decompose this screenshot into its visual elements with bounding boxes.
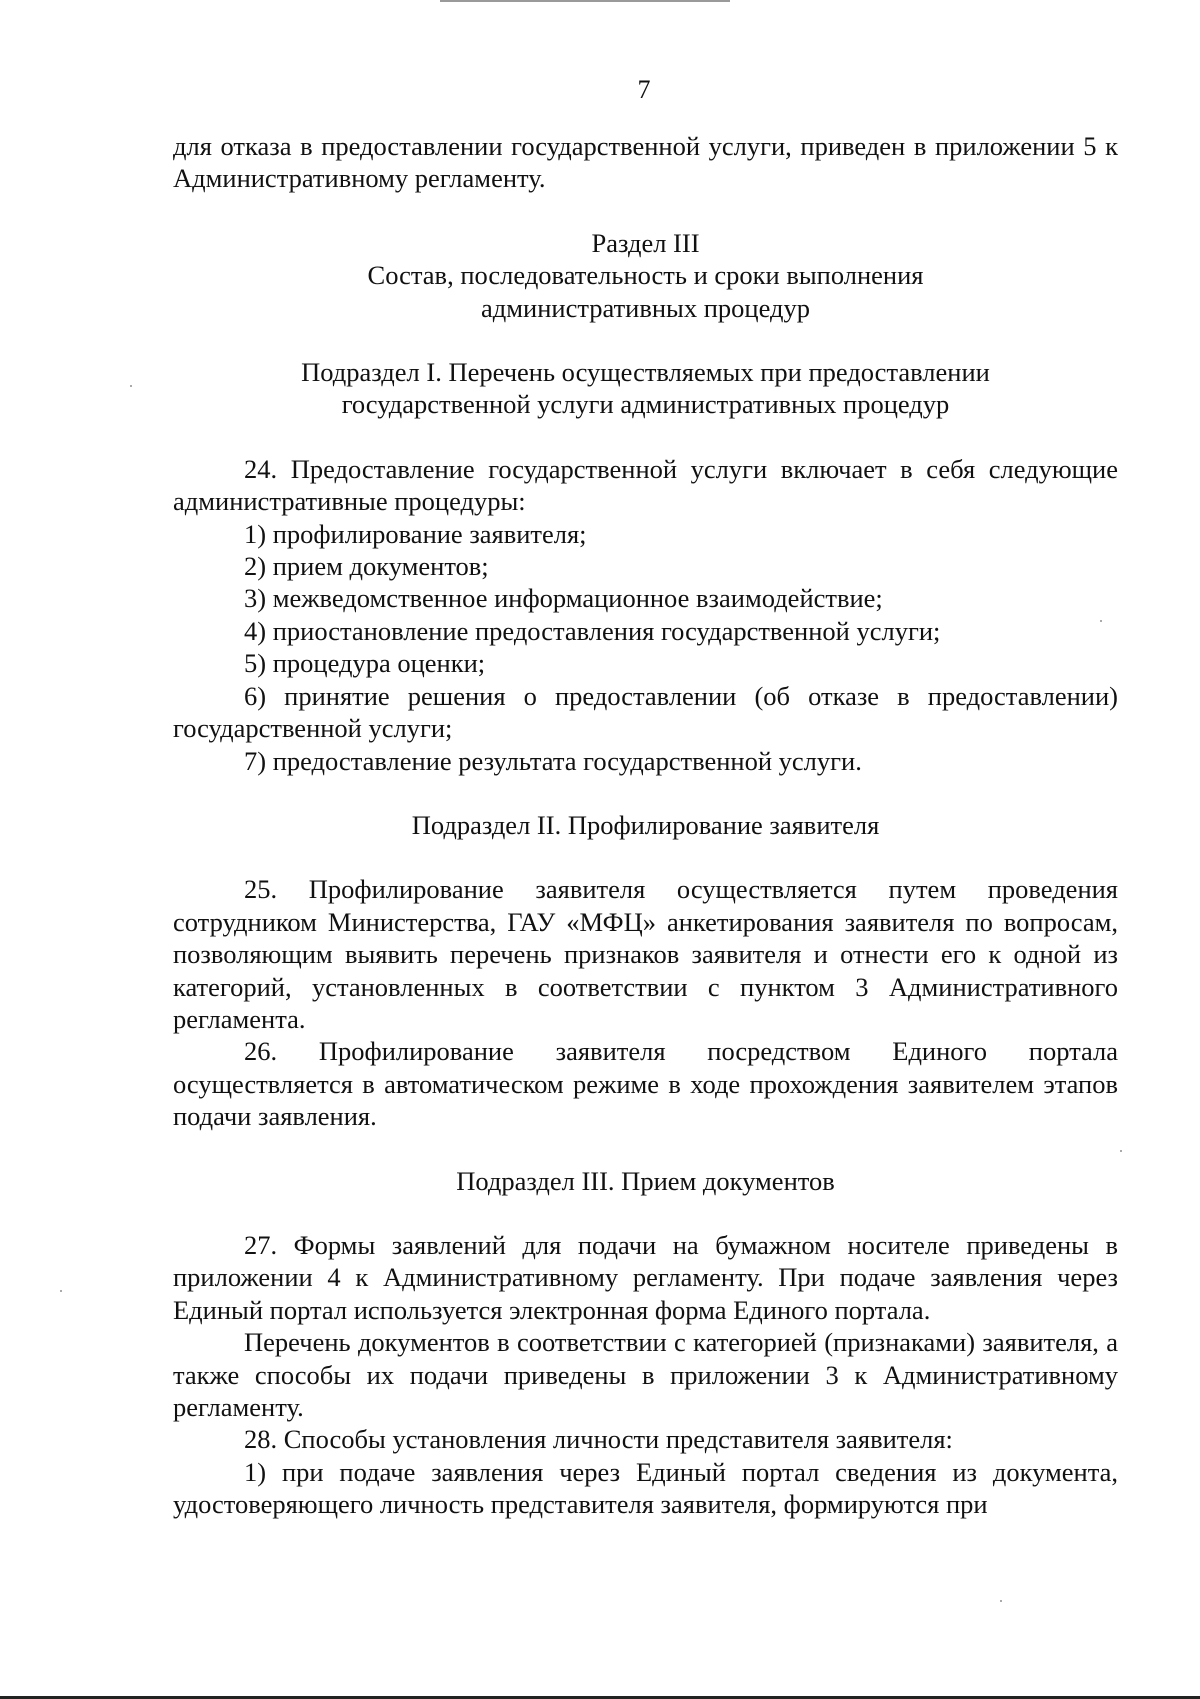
subsection3-title: Подраздел III. Прием документов bbox=[456, 1165, 835, 1196]
scan-speck bbox=[1100, 620, 1102, 622]
document-body bbox=[173, 130, 1118, 1521]
scan-speck bbox=[1120, 1150, 1122, 1152]
list-item: 6) принятие решения о предоставлении (об отказе в предоставлении) государственной услуги; bbox=[173, 680, 1118, 744]
list-item: 7) предоставление результата государственной услуги. bbox=[244, 745, 862, 776]
section-title: Раздел III bbox=[591, 227, 700, 258]
scan-artifact-top bbox=[440, 0, 730, 2]
paragraph-27-docs: Перечень документов в соответствии с категорией (признаками) заявителя, а также способы их подачи приведены в приложении 3 к Административному регламенту. bbox=[173, 1327, 1118, 1422]
list-item: 2) прием документов; bbox=[244, 551, 489, 582]
scan-speck bbox=[130, 385, 132, 387]
subsection1-title-line1: Подраздел I. Перечень осуществляемых при предоставлении bbox=[301, 357, 990, 388]
subsection1-title-line2: государственной услуги административных процедур bbox=[341, 389, 950, 420]
paragraph-28-item-1: 1) при подаче заявления через Единый портал сведения из документа, удостоверяющего личность представителя заявителя, формируются при bbox=[173, 1456, 1118, 1520]
list-item: 5) процедура оценки; bbox=[244, 648, 486, 679]
intro-paragraph: для отказа в предоставлении государственной услуги, приведен в приложении 5 к Административному регламенту. bbox=[173, 131, 1118, 194]
page-number: 7 bbox=[637, 75, 651, 104]
scan-speck bbox=[60, 1290, 62, 1292]
subsection2-title: Подраздел II. Профилирование заявителя bbox=[411, 809, 880, 840]
paragraph-27: 27. Формы заявлений для подачи на бумажном носителе приведены в приложении 4 к Административному регламенту. При подаче заявления через Единый портал используется электронная форма Единого портала. bbox=[173, 1229, 1118, 1325]
list-item: 3) межведомственное информационное взаимодействие; bbox=[244, 583, 883, 614]
list-item: 4) приостановление предоставления государственной услуги; bbox=[244, 615, 941, 646]
paragraph-28: 28. Способы установления личности представителя заявителя: bbox=[244, 1424, 953, 1455]
section-subtitle-line1: Состав, последовательность и сроки выполнения bbox=[367, 260, 924, 291]
paragraph-25: 25. Профилирование заявителя осуществляется путем проведения сотрудником Министерства, ГАУ «МФЦ» анкетирования заявителя по вопросам, позволяющим выявить перечень признаков заявителя и отнести его к одной из категорий, установленных в соответствии с пунктом 3 Административного регламента. bbox=[173, 874, 1118, 1034]
scan-speck bbox=[1000, 1600, 1002, 1602]
paragraph-24: 24. Предоставление государственной услуги включает в себя следующие административные процедуры: bbox=[173, 453, 1118, 517]
section-subtitle-line2: административных процедур bbox=[481, 292, 810, 323]
list-item: 1) профилирование заявителя; bbox=[244, 518, 587, 549]
paragraph-26: 26. Профилирование заявителя посредством Единого портала осуществляется в автоматическом режиме в ходе прохождения заявителем этапов подачи заявления. bbox=[173, 1036, 1118, 1132]
